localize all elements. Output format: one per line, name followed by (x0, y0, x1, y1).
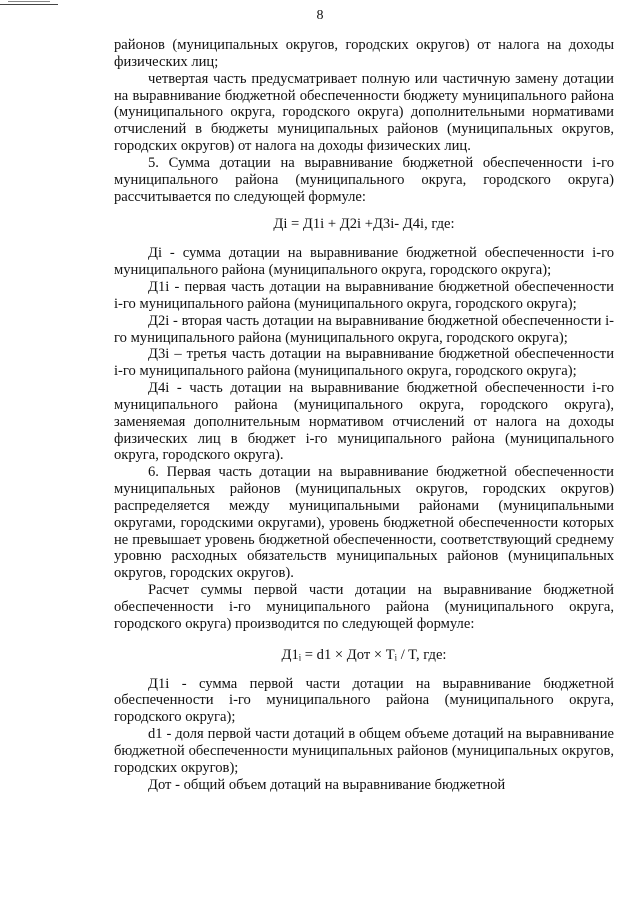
scan-corner-mark (0, 0, 58, 5)
paragraph: Д1i - сумма первой части дотации на выравнивание бюджетной обеспеченности i-го муниципального района (муниципального округа, городского округа); (114, 675, 614, 726)
document-body (114, 37, 614, 793)
paragraph: районов (муниципальных округов, городских округов) от налога на доходы физических лиц; (114, 37, 614, 70)
paragraph: Д4i - часть дотации на выравнивание бюджетной обеспеченности i-го муниципального района (муниципального округа, городского округа), заменяемая дополнительным нормативом отчислений от налога на доходы физических лиц в бюджет i-го муниципального района (муниципального округа, городского округа). (114, 380, 614, 464)
paragraph: Д3i – третья часть дотации на выравнивание бюджетной обеспеченности i-го муниципального района (муниципального округа, городского округа); (114, 346, 614, 380)
paragraph: Д2i - вторая часть дотации на выравнивание бюджетной обеспеченности i-го муниципального района (муниципального округа, городского округа); (114, 312, 614, 346)
page-number: 8 (316, 8, 324, 23)
paragraph: d1 - доля первой части дотаций в общем объеме дотаций на выравнивание бюджетной обеспеченности муниципальных районов (муниципальных округов, городских округов); (114, 726, 614, 776)
paragraph: Дi - сумма дотации на выравнивание бюджетной обеспеченности i-го муниципального района (муниципального округа, городского округа); (114, 245, 614, 279)
formula: Д1ᵢ = d1 × Дот × Tᵢ / T, где: (281, 646, 447, 663)
paragraph: четвертая часть предусматривает полную или частичную замену дотации на выравнивание бюджетной обеспеченности бюджету муниципального района (муниципального округа, городского округа) дополнительными нормативами отчислений в бюджеты муниципальных районов (муниципальных округов, городских округов) от налога на доходы физических лиц. (114, 70, 614, 155)
paragraph: 5. Сумма дотации на выравнивание бюджетной обеспеченности i-го муниципального района (муниципального округа, городского округа) рассчитывается по следующей формуле: (114, 154, 614, 205)
paragraph: Расчет суммы первой части дотации на выравнивание бюджетной обеспеченности i-го муниципального района (муниципального округа, городского округа) производится по следующей формуле: (114, 582, 614, 632)
paragraph: 6. Первая часть дотации на выравнивание бюджетной обеспеченности муниципальных районов (муниципальных округов, городских округов) распределяется между муниципальными районами (муниципальными округами, городскими округами), уровень бюджетной обеспеченности которых не превышает уровень бюджетной обеспеченности, соответствующий среднему уровню расходных обязательств муниципальных районов (муниципальных округов, городских округов). (114, 464, 614, 582)
paragraph: Дот - общий объем дотаций на выравнивание бюджетной (148, 776, 506, 793)
paragraph: Д1i - первая часть дотации на выравнивание бюджетной обеспеченности i-го муниципального района (муниципального округа, городского округа); (114, 278, 614, 312)
formula: Дi = Д1i + Д2i +Д3i- Д4i, где: (273, 216, 455, 233)
